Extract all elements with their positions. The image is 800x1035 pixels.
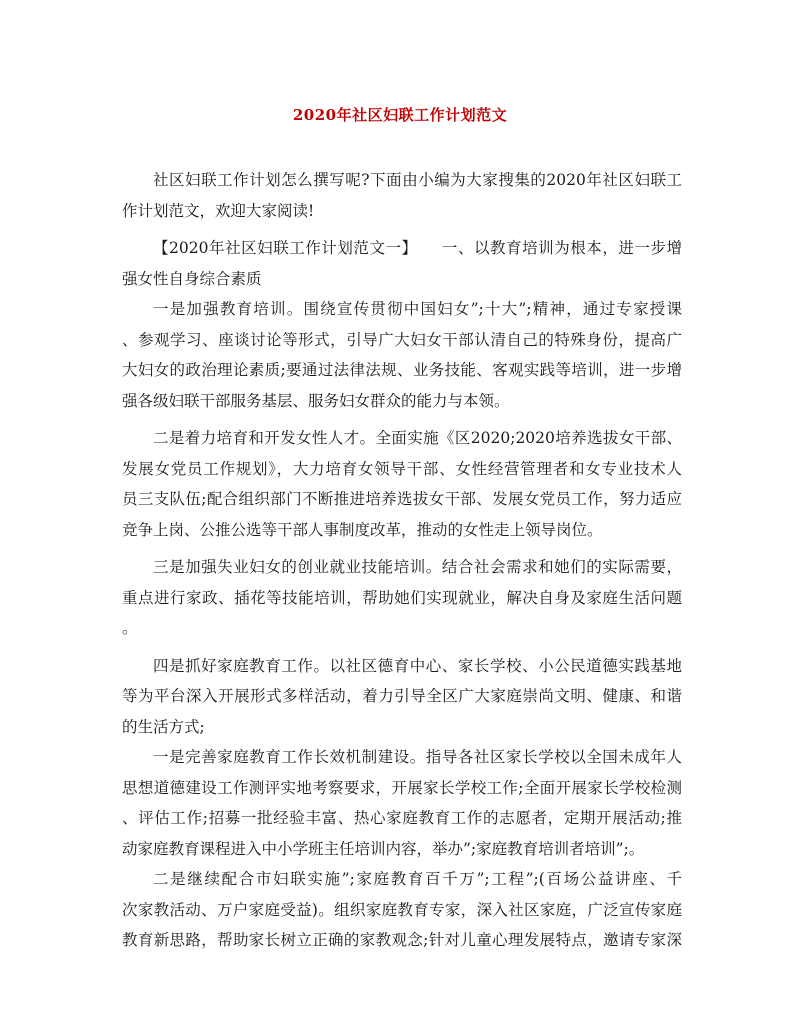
paragraph-line: 四是抓好家庭教育工作。以社区德育中心、家长学校、小公民道德实践基地 [153,656,682,675]
paragraph-line: 社区妇联工作计划怎么撰写呢?下面由小编为大家搜集的2020年社区妇联工 [153,171,682,189]
paragraph-line: 等为平台深入开展形式多样活动，着力引导全区广大家庭崇尚文明、健康、和谐 [122,687,682,705]
paragraph-line: 动家庭教育课程进入中小学班主任培训内容，举办”;家庭教育培训者培训”;。 [122,839,645,858]
paragraph-line: 大妇女的政治理论素质;要通过法律法规、业务技能、客观实践等培训，进一步增 [122,361,682,379]
paragraph-line: 【2020年社区妇联工作计划范文一】 一、以教育培训为根本，进一步增 [153,239,682,257]
paragraph-line: 二是着力培育和开发女性人才。全面实施《区2020;2020培养选拔女干部、 [153,429,682,447]
paragraph-line: 发展女党员工作规划》，大力培育女领导干部、女性经营管理者和女专业技术人 [122,459,682,478]
paragraph-line: 的生活方式; [122,717,205,736]
paragraph-line: 教育新思路，帮助家长树立正确的家教观念;针对儿童心理发展特点，邀请专家深 [122,931,682,949]
document-body [122,165,682,956]
paragraph-line: 重点进行家政、插花等技能培训，帮助她们实现就业，解决自身及家庭生活问题 [122,588,682,607]
paragraph-line: 一是完善家庭教育工作长效机制建设。指导各社区家长学校以全国未成年人 [153,748,682,766]
paragraph-line: 、评估工作;招募一批经验丰富、热心家庭教育工作的志愿者，定期开展活动;推 [122,809,682,827]
paragraph-line: 强女性自身综合素质 [122,269,262,288]
paragraph-line: 、参观学习、座谈讨论等形式，引导广大妇女干部认清自己的特殊身份，提高广 [122,330,682,349]
paragraph-line: 二是继续配合市妇联实施”;家庭教育百千万”;工程”;(百场公益讲座、千 [153,870,682,888]
paragraph-line: 员三支队伍;配合组织部门不断推进培养选拔女干部、发展女党员工作，努力适应 [122,490,682,508]
paragraph-line: 三是加强失业妇女的创业就业技能培训。结合社会需求和她们的实际需要， [153,558,682,576]
paragraph-line: 一是加强教育培训。围绕宣传贯彻中国妇女”;十大”;精神，通过专家授课 [153,300,682,318]
paragraph-line: 作计划范文，欢迎大家阅读! [122,201,315,220]
paragraph-line: 思想道德建设工作测评实地考察要求，开展家长学校工作;全面开展家长学校检测 [122,778,682,797]
paragraph-line: 次家教活动、万户家庭受益)。组织家庭教育专家，深入社区家庭，广泛宣传家庭 [122,900,682,919]
paragraph-line: 。 [122,619,138,637]
document-title: 2020年社区妇联工作计划范文 [292,106,508,124]
paragraph-line: 竞争上岗、公推公选等干部人事制度改革，推动的女性走上领导岗位。 [122,520,603,539]
paragraph-line: 强各级妇联干部服务基层、服务妇女群众的能力与本领。 [122,391,510,410]
